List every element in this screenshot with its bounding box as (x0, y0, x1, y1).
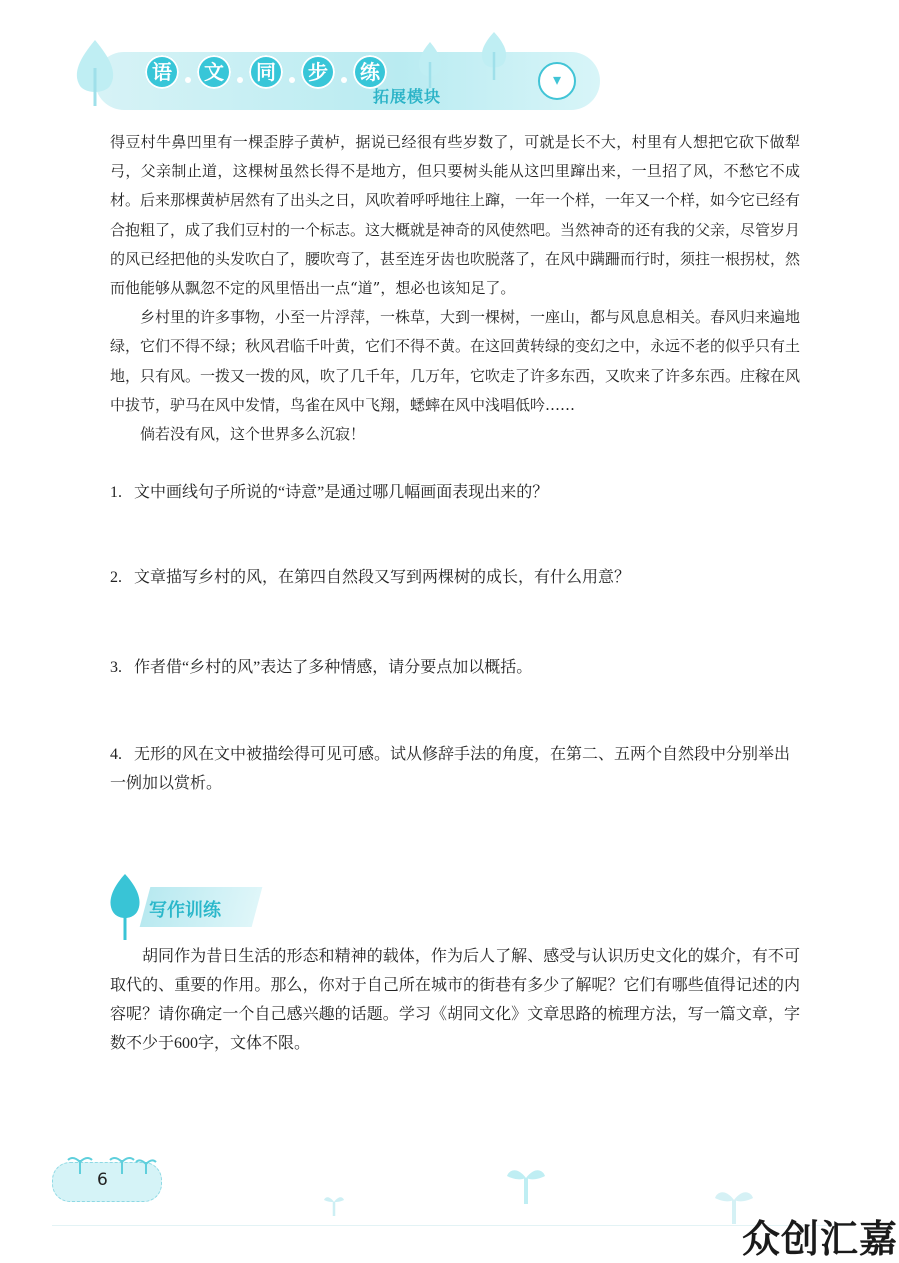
tree-icon (105, 872, 145, 942)
question-item (110, 563, 800, 592)
question-number: 3. (110, 659, 122, 676)
tree-icon (474, 30, 514, 82)
article-paragraph: 倘若没有风，这个世界多么沉寂！ (140, 425, 366, 444)
title-dot (341, 77, 347, 83)
module-title (145, 55, 387, 89)
download-icon: ▾ (538, 62, 576, 100)
title-char: 练 (353, 55, 387, 89)
writing-prompt (110, 942, 800, 1058)
title-char: 语 (145, 55, 179, 89)
question-number: 2. (110, 569, 122, 586)
question-text: 作者借“乡村的风”表达了多种情感，请分要点加以概括。 (134, 659, 533, 676)
article-paragraph: 得豆村牛鼻凹里有一棵歪脖子黄栌，据说已经很有些岁数了，可就是长不大，村里有人想把它砍下做犁弓，父亲制止道，这棵树虽然长得不是地方，但只要树头能从这凹里蹿出来，一旦招了风，不愁它不成材。后来那棵黄栌居然有了出头之日，风吹着呼呼地往上蹿，一年一个样，一年又一个样，如今它已经有合抱粗了，成了我们豆村的一个标志。这大概就是神奇的风使然吧。当然神奇的还有我的父亲，尽管岁月的风已经把他的头发吹白了，腰吹弯了，甚至连牙齿也吹脱落了，在风中蹒跚而行时，须拄一根拐杖，然而他能够从飘忽不定的风里悟出一点“道”，想必也该知足了。 (110, 133, 801, 298)
question-item (110, 478, 800, 507)
title-dot (289, 77, 295, 83)
title-char: 同 (249, 55, 283, 89)
watermark: 众创汇嘉 (742, 1217, 899, 1261)
section-header (105, 872, 265, 942)
question-text: 文中画线句子所说的“诗意”是通过哪几幅画面表现出来的？ (134, 484, 549, 501)
article-paragraph: 乡村里的许多事物，小至一片浮萍，一株草，大到一棵树，一座山，都与风息息相关。春风归来遍地绿，它们不得不绿；秋风君临千叶黄，它们不得不黄。在这回黄转绿的变幻之中，永远不老的似乎只有土地，只有风。一拨又一拨的风，吹了几千年，几万年，它吹走了许多东西，又吹来了许多东西。庄稼在风中拔节，驴马在风中发情，鸟雀在风中飞翔，蟋蟀在风中浅唱低吟…… (110, 308, 801, 414)
question-item (110, 740, 800, 798)
article-text (110, 128, 800, 449)
writing-text: 胡同作为昔日生活的形态和精神的载体，作为后人了解、感受与认识历史文化的媒介，有不可取代的、重要的作用。那么，你对于自己所在城市的街巷有多少了解呢？它们有哪些值得记述的内容呢？请你确定一个自己感兴趣的话题。学习《胡同文化》文章思路的梳理方法，写一篇文章，字数不少于600字，文体不限。 (110, 948, 800, 1052)
question-text: 无形的风在文中被描绘得可见可感。试从修辞手法的角度，在第二、五两个自然段中分别举出一例加以赏析。 (110, 746, 791, 792)
question-item (110, 653, 800, 682)
module-subtitle: 拓展模块 (373, 87, 442, 106)
footer-divider (52, 1225, 852, 1226)
page-number: 6 (97, 1170, 108, 1190)
title-dot (185, 77, 191, 83)
sprout-icon (505, 1162, 547, 1204)
title-char: 文 (197, 55, 231, 89)
question-text: 文章描写乡村的风，在第四自然段又写到两棵树的成长，有什么用意？ (134, 569, 631, 586)
sprout-icon (322, 1192, 346, 1216)
title-dot (237, 77, 243, 83)
question-number: 1. (110, 484, 122, 501)
question-number: 4. (110, 746, 122, 763)
sprout-icon (60, 1150, 160, 1174)
title-char: 步 (301, 55, 335, 89)
tree-icon (70, 38, 120, 108)
section-title: 写作训练 (149, 900, 221, 921)
tree-icon (412, 40, 448, 90)
